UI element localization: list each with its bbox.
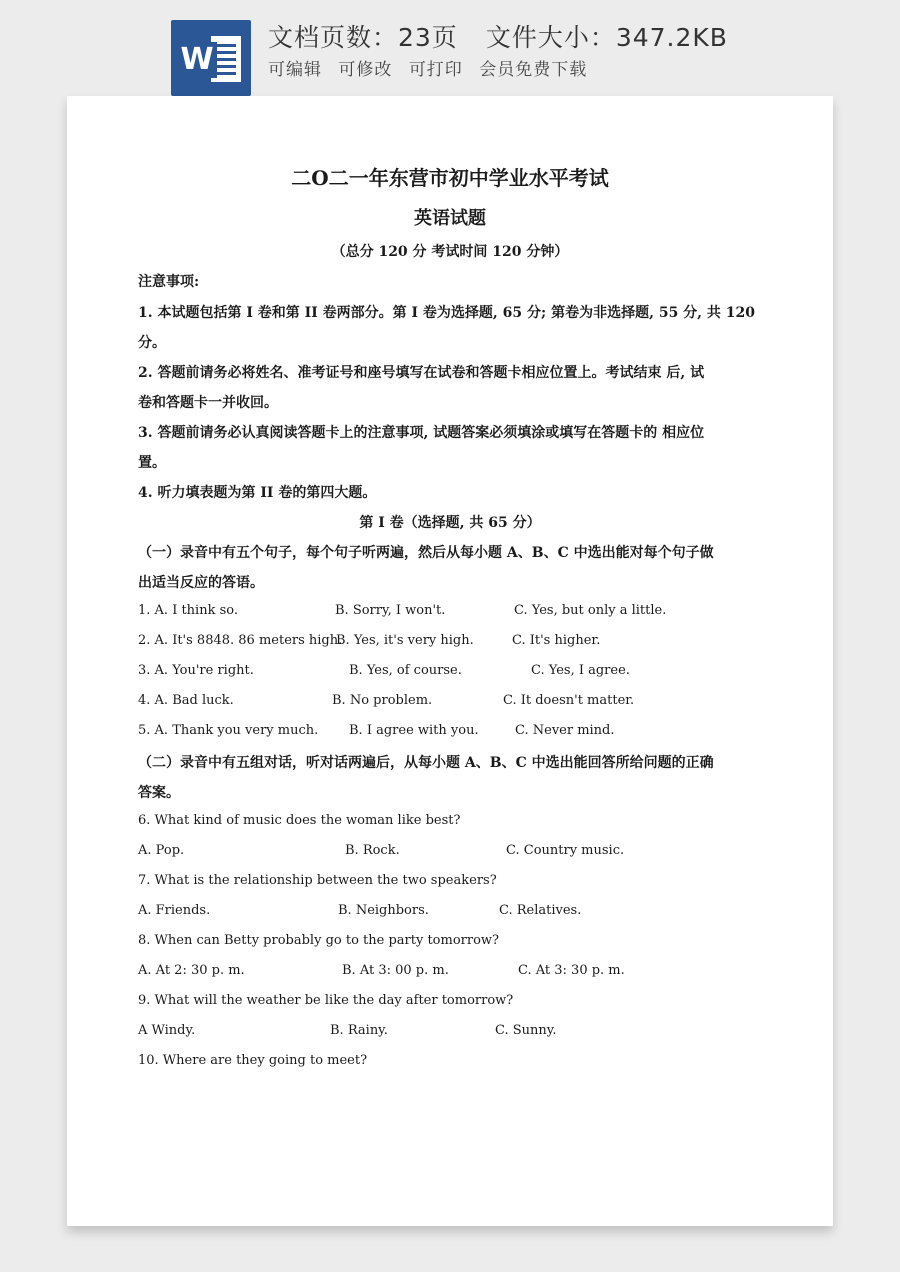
q1-option-c: C. Yes, but only a little.: [514, 603, 667, 618]
q8-option-b: B. At 3: 00 p. m.: [342, 963, 449, 978]
exam-title: 二O二一年东营市初中学业水平考试: [291, 166, 609, 190]
section2-instruction-line-2: 答案。: [138, 785, 180, 801]
word-icon-letter: W: [177, 42, 217, 78]
q6-option-c: C. Country music.: [506, 843, 625, 858]
note-4: 4. 听力填表题为第 II 卷的第四大题。: [138, 485, 377, 501]
section2-instruction-line-1: （二）录音中有五组对话，听对话两遍后，从每小题 A、B、C 中选出能回答所给问题的正确: [138, 755, 714, 771]
note-2-line-1: 2. 答题前请务必将姓名、准考证号和座号填写在试卷和答题卡相应位置上。考试结束 后, 试: [138, 365, 705, 381]
note-1-line-2: 分。: [138, 335, 166, 351]
q10-question: 10. Where are they going to meet?: [138, 1053, 368, 1068]
exam-subject: 英语试题: [414, 208, 486, 229]
note-2-line-2: 卷和答题卡一并收回。: [138, 395, 278, 411]
note-3-line-2: 置。: [138, 455, 166, 471]
note-1-line-1: 1. 本试题包括第 I 卷和第 II 卷两部分。第 I 卷为选择题, 65 分; 第卷为非选择题, 55 分, 共 120: [138, 305, 756, 321]
q2-option-a: 2. A. It's 8848. 86 meters high.: [138, 633, 343, 648]
q6-option-a: A. Pop.: [138, 843, 185, 858]
download-info-header: [0, 0, 900, 96]
q9-option-b: B. Rainy.: [330, 1023, 388, 1038]
q5-option-c: C. Never mind.: [515, 723, 615, 738]
q7-question: 7. What is the relationship between the two speakers?: [138, 873, 497, 888]
file-size: 文件大小：347.2KB: [485, 23, 728, 52]
q2-option-b: B. Yes, it's very high.: [336, 633, 474, 648]
document-page: [67, 96, 833, 1226]
feature-list: [268, 55, 597, 80]
q3-option-a: 3. A. You're right.: [138, 663, 254, 678]
q3-option-b: B. Yes, of course.: [349, 663, 462, 678]
q8-option-a: A. At 2: 30 p. m.: [138, 963, 245, 978]
q8-option-c: C. At 3: 30 p. m.: [518, 963, 625, 978]
page-count: 文档页数：23页: [268, 23, 458, 52]
q9-question: 9. What will the weather be like the day after tomorrow?: [138, 993, 514, 1008]
q8-question: 8. When can Betty probably go to the party tomorrow?: [138, 933, 499, 948]
note-3-line-1: 3. 答题前请务必认真阅读答题卡上的注意事项, 试题答案必须填涂或填写在答题卡的 相应位: [138, 425, 705, 441]
part1-heading: 第 I 卷（选择题, 共 65 分）: [359, 515, 541, 531]
section1-instruction-line-2: 出适当反应的答语。: [138, 575, 264, 591]
feature-editable: 可编辑: [268, 60, 322, 80]
q2-option-c: C. It's higher.: [512, 633, 601, 648]
feature-modifiable: 可修改: [338, 60, 393, 80]
q5-option-a: 5. A. Thank you very much.: [138, 723, 319, 738]
q9-option-a: A Windy.: [138, 1023, 196, 1038]
q7-option-a: A. Friends.: [138, 903, 211, 918]
q4-option-c: C. It doesn't matter.: [503, 693, 635, 708]
q7-option-c: C. Relatives.: [499, 903, 582, 918]
q6-option-b: B. Rock.: [345, 843, 400, 858]
score-info: （总分 120 分 考试时间 120 分钟）: [331, 244, 569, 260]
q7-option-b: B. Neighbors.: [338, 903, 429, 918]
q1-option-b: B. Sorry, I won't.: [335, 603, 446, 618]
feature-member-download: 会员免费下载: [479, 60, 588, 80]
word-document-icon: [171, 20, 251, 96]
section1-instruction-line-1: （一）录音中有五个句子，每个句子听两遍，然后从每小题 A、B、C 中选出能对每个句子做: [138, 545, 714, 561]
q4-option-b: B. No problem.: [332, 693, 433, 708]
q4-option-a: 4. A. Bad luck.: [138, 693, 234, 708]
q9-option-c: C. Sunny.: [495, 1023, 557, 1038]
q6-question: 6. What kind of music does the woman like best?: [138, 813, 461, 828]
q1-option-a: 1. A. I think so.: [138, 603, 238, 618]
feature-printable: 可打印: [408, 60, 463, 80]
q3-option-c: C. Yes, I agree.: [531, 663, 630, 678]
notes-heading: 注意事项:: [138, 274, 200, 290]
q5-option-b: B. I agree with you.: [349, 723, 479, 738]
file-meta: [268, 18, 728, 54]
